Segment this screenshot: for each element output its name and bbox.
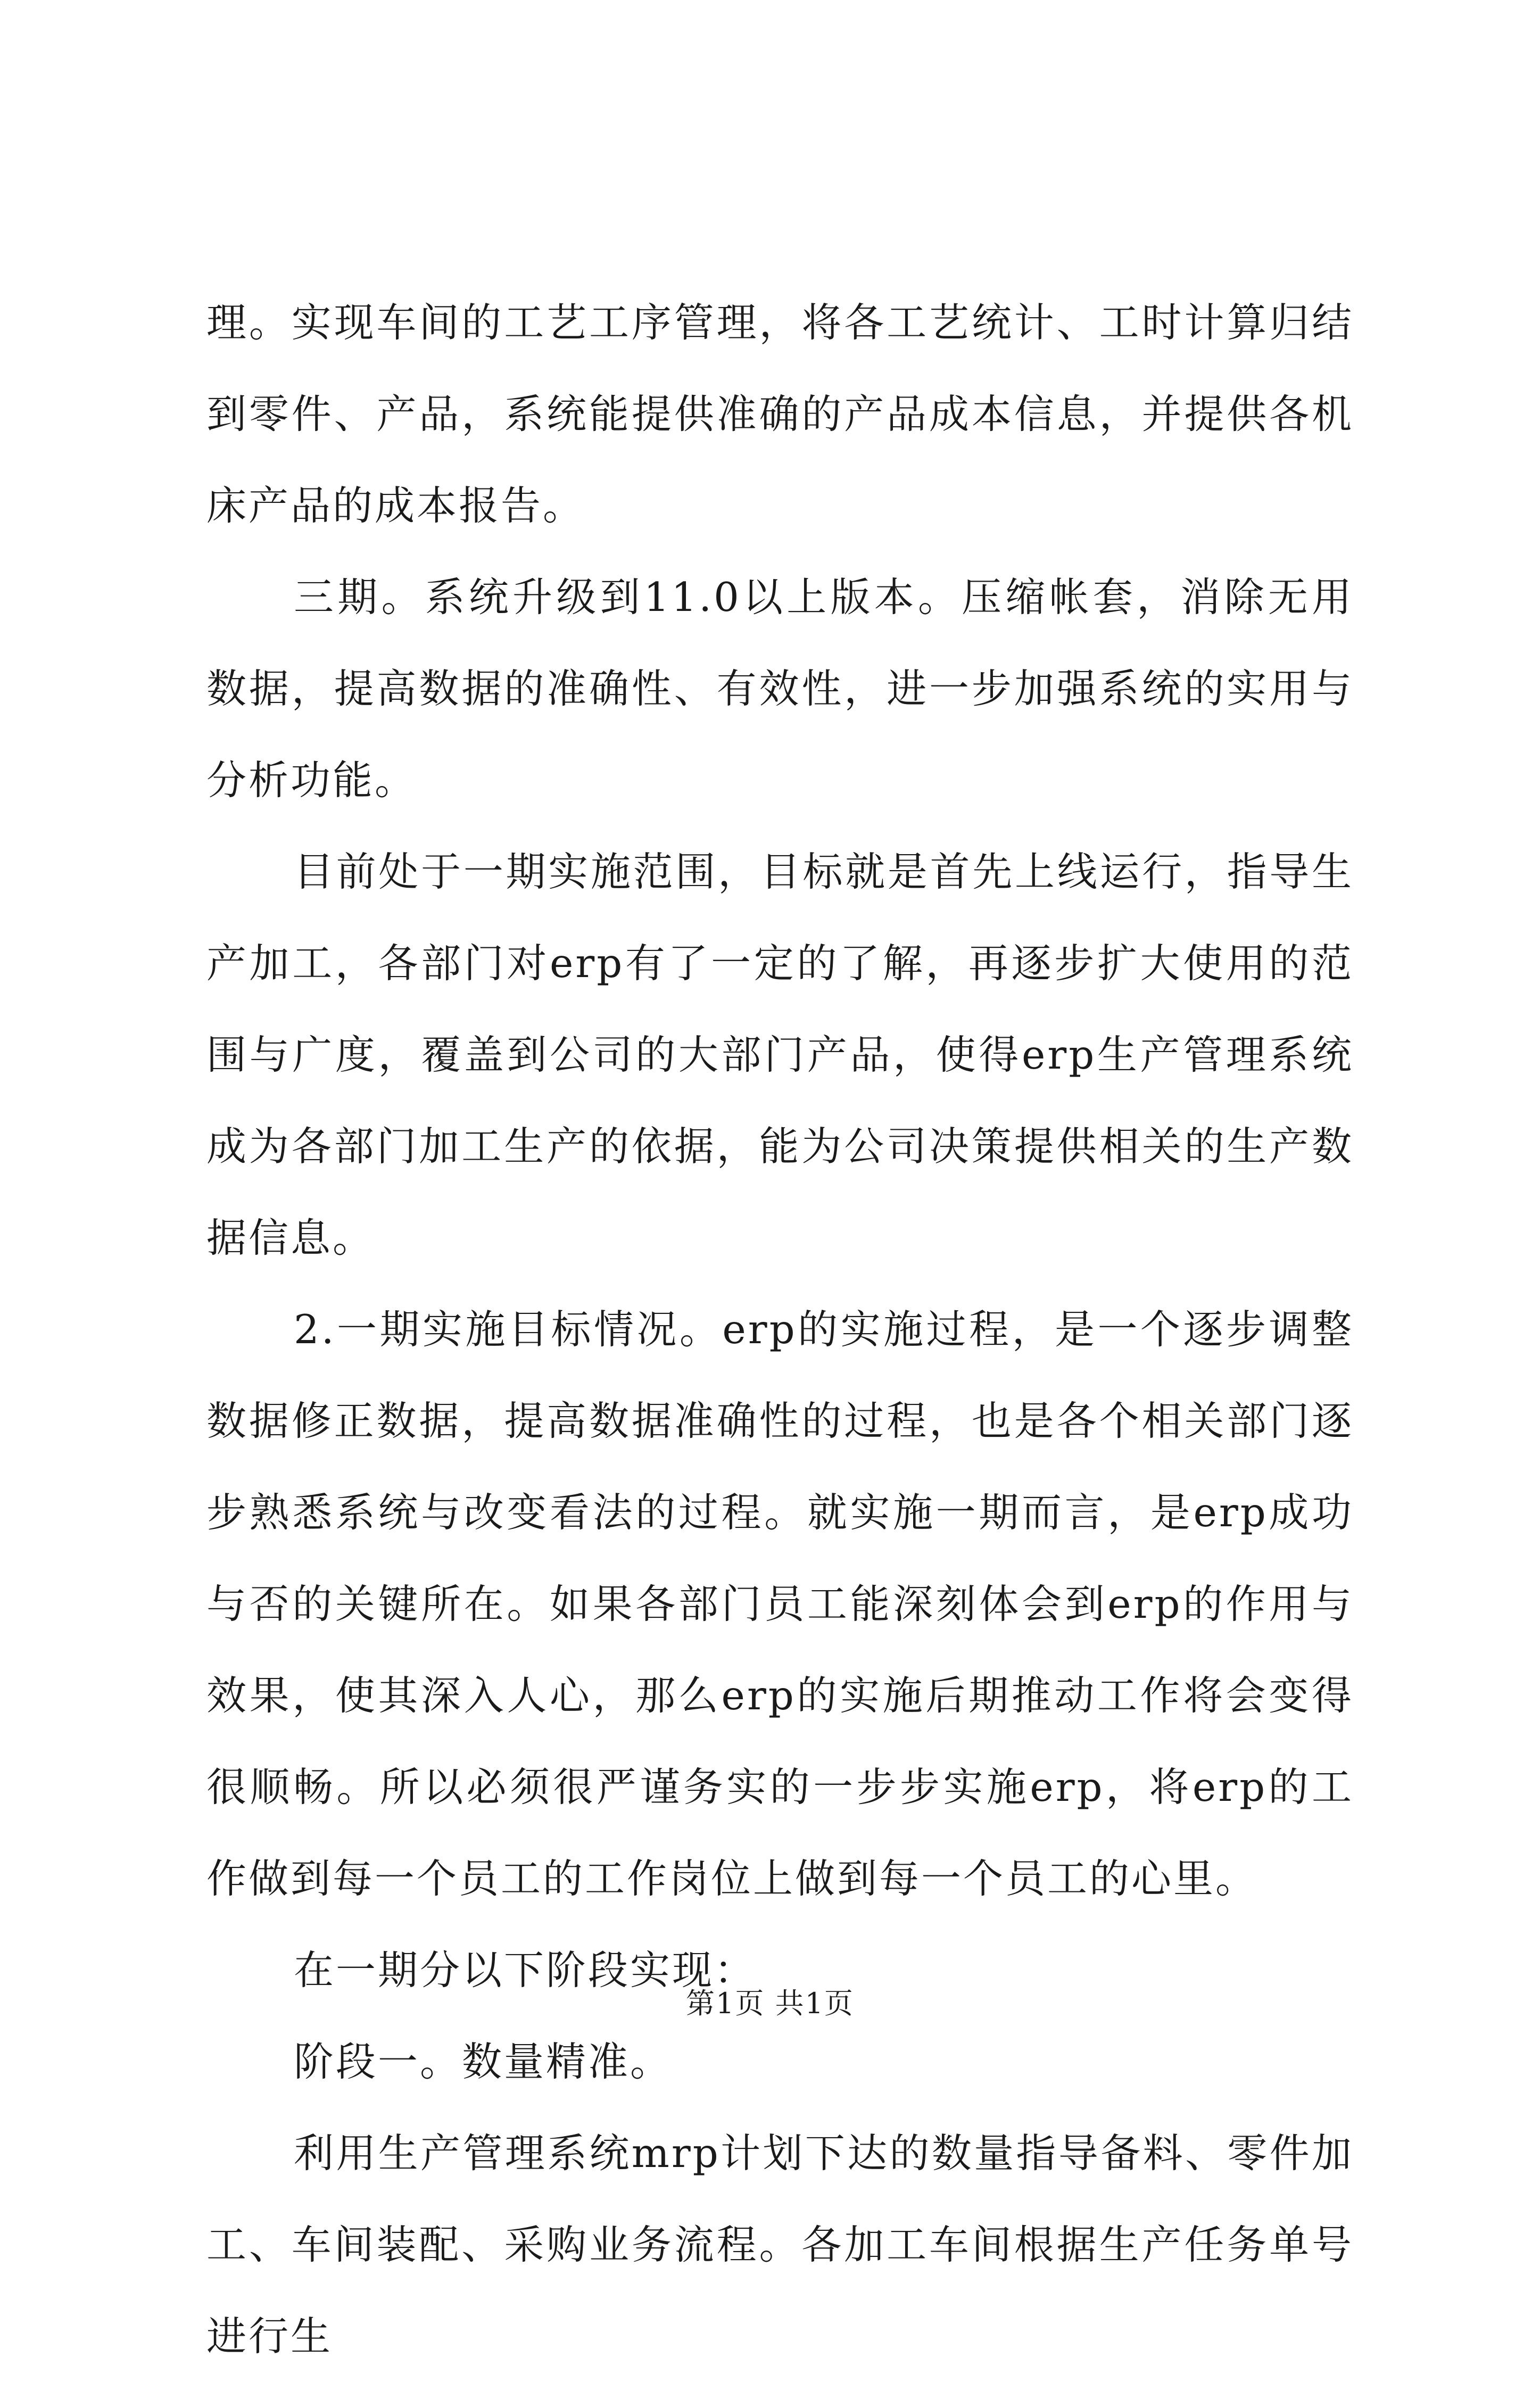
paragraph: 目前处于一期实施范围，目标就是首先上线运行，指导生产加工，各部门对erp有了一定的了解，再逐步扩大使用的范围与广度，覆盖到公司的大部门产品，使得erp生产管理系统成为各部门加工生产的依据，能为公司决策提供相关的生产数据信息。 — [206, 848, 1354, 1261]
document-body — [206, 277, 1354, 2382]
paragraph: 在一期分以下阶段实现： — [294, 1947, 757, 1994]
paragraph: 2.一期实施目标情况。erp的实施过程，是一个逐步调整数据修正数据，提高数据准确性的过程，也是各个相关部门逐步熟悉系统与改变看法的过程。就实施一期而言，是erp成功与否的关键所在。如果各部门员工能深刻体会到erp的作用与效果，使其深入人心，那么erp的实施后期推动工作将会变得很顺畅。所以必须很严谨务实的一步步实施erp，将erp的工作做到每一个员工的工作岗位上做到每一个员工的心里。 — [206, 1306, 1354, 1902]
paragraph: 理。实现车间的工艺工序管理，将各工艺统计、工时计算归结到零件、产品，系统能提供准确的产品成本信息，并提供各机床产品的成本报告。 — [206, 299, 1354, 529]
page-number-label: 第1页 共1页 — [686, 1987, 854, 2020]
paragraph: 三期。系统升级到11.0以上版本。压缩帐套，消除无用数据，提高数据的准确性、有效性，进一步加强系统的实用与分析功能。 — [206, 574, 1354, 804]
page-footer — [0, 1981, 1540, 2022]
paragraph: 阶段一。数量精准。 — [294, 2038, 673, 2085]
paragraph: 利用生产管理系统mrp计划下达的数量指导备料、零件加工、车间装配、采购业务流程。各加工车间根据生产任务单号进行生 — [206, 2130, 1354, 2360]
